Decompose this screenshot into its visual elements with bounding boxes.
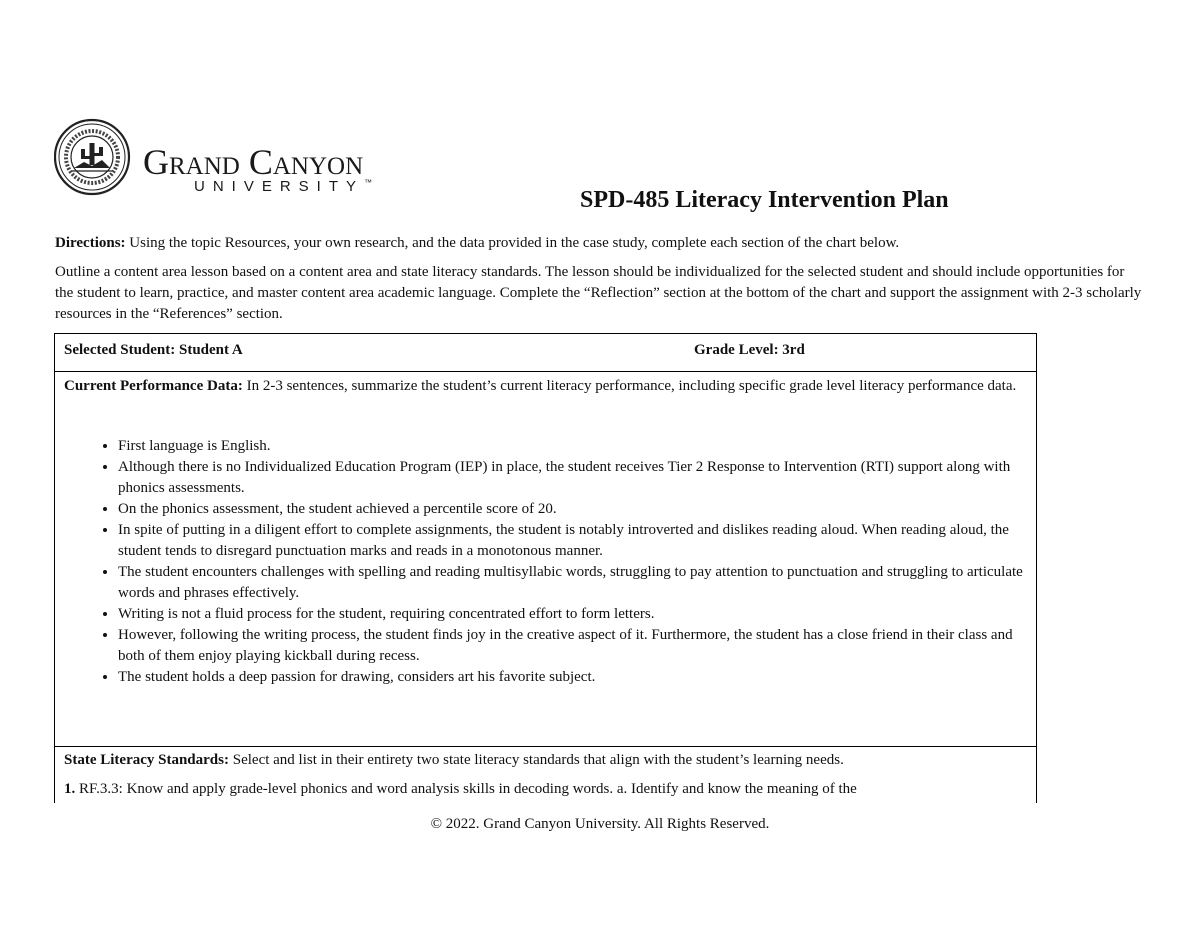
directions-paragraph [55, 233, 1145, 254]
logo-subtitle-text: UNIVERSITY [194, 178, 365, 195]
directions-text: Using the topic Resources, your own research, and the data provided in the case study, complete each section of the chart below. [125, 235, 900, 251]
list-item: • First language is English. [118, 436, 1027, 457]
university-seal-icon [54, 116, 134, 198]
standard-number: 1. [64, 781, 76, 797]
list-item: • Although there is no Individualized Education Program (IEP) in place, the student receives Tier 2 Response to Intervention (RTI) support along with phonics assessments. [118, 457, 1027, 499]
list-item: • Writing is not a fluid process for the student, requiring concentrated effort to form letters. [118, 604, 1027, 625]
standards-label: State Literacy Standards: [64, 752, 229, 768]
standards-prompt [64, 750, 1027, 771]
trademark-mark: ™ [364, 178, 373, 187]
grade-level-label: Grade Level: 3rd [694, 342, 805, 358]
list-item: • On the phonics assessment, the student achieved a percentile score of 20. [118, 499, 1027, 520]
list-item: • The student encounters challenges with spelling and reading multisyllabic words, struggling to pay attention to punctuation and struggling to articulate words and phrases effectively. [118, 562, 1027, 604]
intervention-plan-table [54, 333, 1037, 803]
list-item: • The student holds a deep passion for drawing, considers art his favorite subject. [118, 667, 1027, 688]
performance-data-cell [55, 372, 1036, 747]
performance-prompt [64, 376, 1027, 397]
performance-label: Current Performance Data: [64, 378, 243, 394]
student-row [55, 334, 1036, 372]
performance-prompt-text: In 2-3 sentences, summarize the student’s current literacy performance, including specific grade level literacy performance data. [242, 378, 1017, 394]
standard-item [64, 779, 1027, 800]
logo-subtitle [194, 178, 372, 195]
standards-prompt-text: Select and list in their entirety two state literacy standards that align with the student’s learning needs. [229, 752, 844, 768]
selected-student-label: Selected Student: Student A [64, 342, 243, 358]
logo-name: Grand Canyon [143, 142, 364, 182]
directions-label: Directions: [55, 235, 126, 251]
gcu-logo [54, 116, 424, 198]
performance-bullet-list [64, 436, 1027, 688]
standards-cell [55, 747, 1036, 800]
copyright-footer: © 2022. Grand Canyon University. All Rights Reserved. [430, 816, 770, 832]
standard-text: RF.3.3: Know and apply grade-level phonics and word analysis skills in decoding words. a. Identify and know the meaning of the [75, 781, 857, 797]
page-title: SPD-485 Literacy Intervention Plan [580, 187, 949, 213]
outline-paragraph: Outline a content area lesson based on a content area and state literacy standards. The lesson should be individualized for the selected student and should include opportunities for the student to learn, practice, and master content area academic language. Complete the “Reflection” section at the bottom of the chart and support the assignment with 2-3 scholarly resources in the “References” section. [55, 264, 1142, 322]
list-item: • In spite of putting in a diligent effort to complete assignments, the student is notably introverted and dislikes reading aloud. When reading aloud, the student tends to disregard punctuation marks and reads in a monotonous manner. [118, 520, 1027, 562]
list-item: • However, following the writing process, the student finds joy in the creative aspect of it. Furthermore, the student has a close friend in their class and both of them enjoy playing kickball during recess. [118, 625, 1027, 667]
